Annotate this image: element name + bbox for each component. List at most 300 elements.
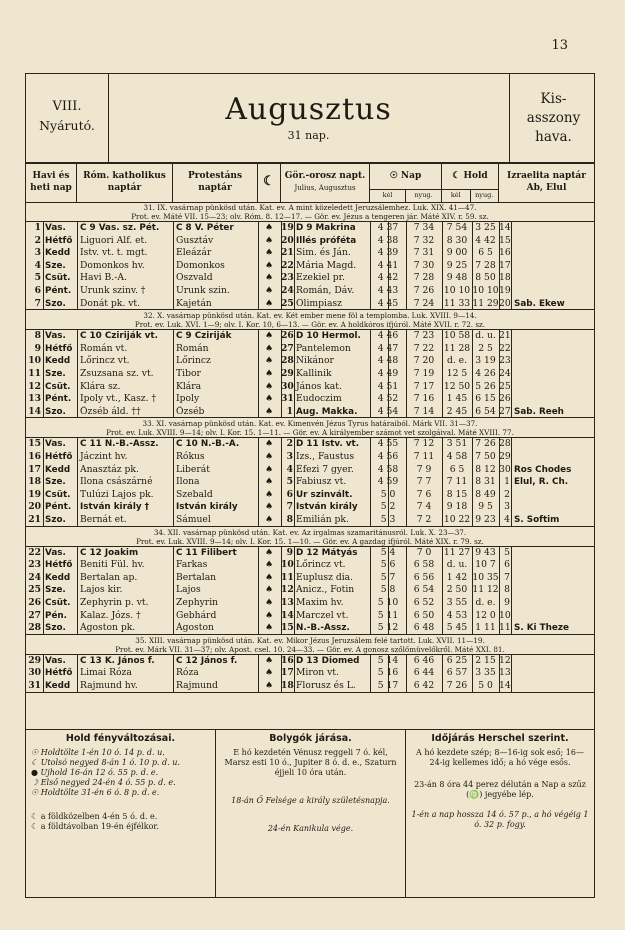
day-row xyxy=(26,272,594,284)
moonset: 2 5 xyxy=(478,342,493,354)
protestant-name: Klára xyxy=(176,380,202,392)
moonset: d. u. xyxy=(475,330,496,342)
jewish-day: 28 xyxy=(499,438,511,450)
orthodox-saint: Anicz., Fotin xyxy=(296,584,355,596)
jewish-day: 1 xyxy=(504,476,510,488)
sunrise: 4 47 xyxy=(377,342,399,354)
orthodox-header-title: Gör.-orosz napt. xyxy=(284,171,366,181)
orthodox-day: 8 xyxy=(286,513,293,525)
weekday: Sze. xyxy=(45,260,66,271)
week-rows xyxy=(26,330,594,418)
catholic-saint: Donát pk. vt. xyxy=(80,297,140,309)
orthodox-saint: Nikánor xyxy=(296,355,334,367)
orthodox-day: 10 xyxy=(281,559,294,571)
catholic-saint: Rajmund hv. xyxy=(80,679,138,691)
day-number: 1 xyxy=(34,222,41,233)
zodiac-icon: ♠ xyxy=(264,655,274,666)
col-catholic-header: Róm. katholikus naptár xyxy=(77,164,173,202)
day-number: 11 xyxy=(28,367,41,379)
sunset: 7 26 xyxy=(413,285,435,296)
day-number: 13 xyxy=(28,393,41,405)
sun-set-label: nyug. xyxy=(414,191,433,199)
sun-header-title: ☉ Nap xyxy=(389,171,422,181)
orthodox-saint: Mária Magd. xyxy=(296,259,357,271)
protestant-name: Eleázár xyxy=(176,247,212,259)
jewish-day: 26 xyxy=(499,393,511,405)
week-block xyxy=(26,635,594,693)
catholic-saint: Beniti Fül. hv. xyxy=(80,559,145,571)
day-number: 9 xyxy=(34,342,41,354)
day-row xyxy=(26,464,594,476)
zodiac-icon: ♠ xyxy=(264,464,274,475)
sunrise: 4 49 xyxy=(377,367,399,379)
sunset: 7 23 xyxy=(413,330,435,342)
zodiac-icon: ♠ xyxy=(264,356,274,367)
week-block xyxy=(26,202,594,310)
jewish-note xyxy=(511,343,596,355)
jewish-day: 27 xyxy=(499,405,511,417)
weekday: Szo. xyxy=(45,406,66,417)
moon-phase-line: ☉ Holdtölte 1-én 10 ó. 14 p. d. u. xyxy=(31,748,165,757)
moonset: 9 43 xyxy=(475,546,496,558)
moonrise: 9 00 xyxy=(446,247,468,259)
zodiac-icon: ♠ xyxy=(264,585,274,596)
sun-sign-note: 23-án 8 óra 44 perez délután a Nap a szűz (♍) jegyébe lép. xyxy=(414,780,586,799)
orthodox-day: 7 xyxy=(286,501,293,513)
col-moon-header xyxy=(442,164,499,202)
orthodox-day: 30 xyxy=(281,380,294,392)
moonset: 9 5 xyxy=(478,501,493,513)
day-length-note: 1-én a nap hossza 14 ó. 57 p., a hó végéig 1 ó. 32 p. fogy. xyxy=(411,810,589,829)
jewish-header-title: Izraelita naptár xyxy=(507,171,586,181)
protestant-name: C 12 János f. xyxy=(176,655,238,666)
sunday-gospel-note xyxy=(26,635,594,655)
sunrise: 4 37 xyxy=(377,222,399,233)
day-row xyxy=(26,655,594,667)
zodiac-icon: ♠ xyxy=(264,381,274,392)
day-number: 30 xyxy=(28,667,41,679)
moonset: 7 28 xyxy=(475,259,496,271)
week-block xyxy=(26,527,594,635)
moonset: 3 19 xyxy=(475,355,496,367)
sunset: 7 9 xyxy=(416,463,432,475)
jewish-header-sub: Ab, Elul xyxy=(526,183,567,193)
gospel-note-line: Prot. ev. Luk. XVIII. 9—14; olv. I. Kor. 15. 1—10. — Gör. ev. A gazdag ifjúról. Máté XIX. r. 79. sz. xyxy=(136,536,484,546)
jewish-day: 13 xyxy=(499,667,511,679)
jewish-note xyxy=(511,584,596,596)
sunrise: 5 8 xyxy=(380,584,396,596)
orthodox-saint: Florusz és L. xyxy=(296,679,356,691)
planets-text: E hó kezdetén Vénusz reggeli 7 ó. kél, Marsz esti 10 ó., Jupiter 8 ó. d. e., Szaturn éjjeli 10 óra után. xyxy=(224,748,397,777)
moonset: 6 5 xyxy=(478,247,493,259)
catholic-saint: Tulúzi Lajos pk. xyxy=(80,488,154,500)
jewish-day: 2 xyxy=(504,488,510,500)
weekday: Vas. xyxy=(45,655,66,666)
jewish-note xyxy=(511,597,596,609)
weekday: Kedd xyxy=(45,248,71,259)
protestant-name: Rókus xyxy=(176,450,205,462)
day-row xyxy=(26,680,594,692)
sunset: 7 31 xyxy=(413,247,435,259)
month-roman-numeral: VIII. xyxy=(52,99,82,114)
catholic-saint: István király † xyxy=(80,502,150,513)
catholic-saint: Zephyrin p. vt. xyxy=(80,596,149,608)
gospel-note-line: 31. IX. vasárnap pünkösd után. Kat. ev. A mint közeledett Jeruzsálemhez. Luk. XIX. 41—47. xyxy=(143,203,477,212)
catholic-saint: C 9 Vas. sz. Pét. xyxy=(80,223,160,233)
jewish-day: 29 xyxy=(499,450,511,462)
day-row xyxy=(26,381,594,393)
day-number: 23 xyxy=(28,559,41,571)
jewish-day: 8 xyxy=(504,584,510,596)
protestant-name: Bertalan xyxy=(176,571,217,583)
zodiac-icon: ♠ xyxy=(264,489,274,500)
weekday: Hétfő xyxy=(45,235,73,246)
catholic-saint: C 12 Joakim xyxy=(80,547,139,558)
day-number: 6 xyxy=(34,285,41,296)
zodiac-icon: ♠ xyxy=(264,477,274,488)
protestant-name: C 11 Filibert xyxy=(176,547,237,558)
month-old-name: Nyárutó. xyxy=(39,118,95,133)
jewish-note: Ros Chodes xyxy=(514,464,572,475)
moonrise: 6 57 xyxy=(446,667,468,679)
jewish-day: 19 xyxy=(499,285,511,296)
day-row xyxy=(26,368,594,380)
weekday: Kedd xyxy=(45,572,71,583)
moonset: 7 26 xyxy=(475,438,496,450)
day-number: 16 xyxy=(28,450,41,462)
jewish-day: 18 xyxy=(499,272,511,284)
moonrise: 6 5 xyxy=(449,463,465,475)
moonset: d. e. xyxy=(475,596,496,608)
protestant-name: Farkas xyxy=(176,559,208,571)
moonset: 7 50 xyxy=(475,450,496,462)
day-number: 10 xyxy=(28,355,41,367)
day-number: 26 xyxy=(28,596,41,608)
sunset: 7 34 xyxy=(413,222,435,233)
day-row xyxy=(26,476,594,488)
zodiac-icon: ♠ xyxy=(264,235,274,246)
jewish-note xyxy=(511,368,596,380)
weekday: Hétfő xyxy=(45,343,73,354)
jewish-day: 16 xyxy=(499,247,511,259)
day-number: 5 xyxy=(34,272,41,284)
day-number: 2 xyxy=(34,234,41,246)
protestant-name: Tibor xyxy=(176,367,201,379)
weather-box xyxy=(406,730,594,898)
col-sun-header xyxy=(370,164,442,202)
day-row xyxy=(26,572,594,584)
week-rows xyxy=(26,655,594,693)
header-center xyxy=(108,74,509,162)
day-number: 21 xyxy=(28,513,41,525)
moonset: 12 0 xyxy=(475,609,496,621)
orthodox-day: 14 xyxy=(281,609,294,621)
moon-set-label: nyug. xyxy=(475,191,494,199)
moonrise: 10 22 xyxy=(443,513,471,525)
sunrise: 5 16 xyxy=(377,667,399,679)
sunrise: 5 14 xyxy=(377,654,399,666)
sunday-gospel-note xyxy=(26,310,594,330)
day-number: 17 xyxy=(28,463,41,475)
protestant-name: Róza xyxy=(176,667,199,679)
protestant-name: Gusztáv xyxy=(176,234,214,246)
catholic-saint: C 11 N.-B.-Assz. xyxy=(80,439,159,450)
sunday-gospel-note xyxy=(26,527,594,547)
moonset: 6 54 xyxy=(475,405,496,417)
zodiac-icon: ♠ xyxy=(264,368,274,379)
zodiac-icon: ♠ xyxy=(264,298,274,309)
jewish-day: 10 xyxy=(499,609,511,621)
day-row xyxy=(26,285,594,297)
zodiac-icon: ♠ xyxy=(264,610,274,621)
zodiac-icon: ♠ xyxy=(264,668,274,679)
moonset: 8 31 xyxy=(475,476,496,488)
zodiac-icon: ♠ xyxy=(264,502,274,513)
orthodox-saint: Ur szinvált. xyxy=(296,489,353,500)
orthodox-saint: Izs., Faustus xyxy=(296,450,355,462)
gospel-note-line: Prot. ev. Luk. XVIII. 9—14; olv. I. Kor. 15. 1—11. — Gör. ev. A királyember számot vet szolgáival. Máté XVIII. 77. xyxy=(106,428,514,438)
jewish-day: 22 xyxy=(499,342,511,354)
sunrise: 5 2 xyxy=(380,501,396,513)
week-block xyxy=(26,418,594,526)
kanikula-note: 24-én Kanikula vége. xyxy=(267,824,354,833)
moonset: 8 12 xyxy=(475,463,496,475)
sunset: 7 24 xyxy=(413,297,435,309)
jewish-note xyxy=(511,547,596,559)
moonrise: 2 50 xyxy=(446,584,468,596)
catholic-saint: Ilona császárné xyxy=(80,476,153,488)
moon-phase-line: ☾ Utolsó negyed 8-án 1 ó. 10 p. d. u. xyxy=(31,758,180,767)
moonrise: 5 45 xyxy=(446,622,468,634)
moonset: 1 11 xyxy=(475,622,496,634)
week-rows xyxy=(26,222,594,310)
zodiac-icon: ♠ xyxy=(264,560,274,571)
protestant-name: Oszvald xyxy=(176,272,213,284)
weekday: Hétfő xyxy=(45,560,73,571)
sunrise: 5 3 xyxy=(380,513,396,525)
day-number: 7 xyxy=(34,297,41,309)
gospel-note-line: Prot. ev. Márk VII. 31—37; olv. Apost. csel. 10. 24—33. — Gör. ev. A gonosz szőlőmüvelőkről. Máté XXI. 81. xyxy=(115,644,505,654)
orthodox-saint: Eudoczim xyxy=(296,393,342,405)
jewish-note xyxy=(511,393,596,405)
weather-title: Időjárás Herschel szerint. xyxy=(431,733,569,744)
orthodox-day: 21 xyxy=(281,247,294,259)
orthodox-day: 31 xyxy=(281,393,294,405)
moonrise: d. u. xyxy=(446,559,468,571)
moon-phase-column-icon: ☾ xyxy=(258,164,281,202)
jewish-note xyxy=(511,667,596,679)
gospel-note-line: 33. XI. vasárnap pünkösd után. Kat. ev. Kimenvén Jézus Tyrus határaiból. Márk VII. 31—37. xyxy=(142,419,478,429)
jewish-note: Sab. Reeh xyxy=(514,406,564,417)
protestant-name: Sámuel xyxy=(176,513,211,525)
sunset: 7 7 xyxy=(416,476,432,488)
protestant-name: Domonkos xyxy=(176,259,225,271)
day-number: 24 xyxy=(28,571,41,583)
moon-rise-label: kél xyxy=(442,190,471,202)
catholic-saint: Havi B.-A. xyxy=(80,272,127,284)
moonrise: 9 18 xyxy=(446,501,468,513)
moonrise: 6 25 xyxy=(446,654,468,666)
hungarian-name-line: asszony xyxy=(526,110,581,126)
catholic-saint: Bernát et. xyxy=(80,513,127,525)
day-row xyxy=(26,501,594,513)
catholic-saint: Ágoston pk. xyxy=(80,622,136,634)
moonrise: 8 15 xyxy=(446,488,468,500)
jewish-note xyxy=(511,272,596,284)
sunrise: 5 4 xyxy=(380,546,396,558)
orthodox-saint: Emilián pk. xyxy=(296,513,349,525)
month-header xyxy=(25,73,595,163)
catholic-saint: Istv. vt. t. mgt. xyxy=(80,247,148,259)
zodiac-icon: ♠ xyxy=(264,406,274,417)
weekday: Pént. xyxy=(45,286,72,296)
moonset: 11 29 xyxy=(472,297,499,309)
sunset: 6 58 xyxy=(413,559,435,571)
sunrise: 5 10 xyxy=(377,596,399,608)
day-number: 31 xyxy=(28,679,41,691)
catholic-saint: C 13 K. János f. xyxy=(80,655,155,666)
week-rows xyxy=(26,547,594,635)
protestant-name: Liberát xyxy=(176,463,210,475)
sunset: 7 28 xyxy=(413,272,435,284)
jewish-day: 21 xyxy=(499,330,511,342)
weekday: Pént. xyxy=(45,394,72,405)
sunset: 6 54 xyxy=(413,584,435,596)
moonrise: 4 53 xyxy=(446,609,468,621)
protestant-name: C 10 N.-B.-A. xyxy=(176,439,240,450)
moon-subheader xyxy=(442,189,498,202)
day-number: 8 xyxy=(34,330,41,342)
orthodox-day: 17 xyxy=(281,667,294,679)
catholic-saint: Anasztáz pk. xyxy=(80,463,139,475)
orthodox-day: 1 xyxy=(286,405,293,417)
catholic-saint: Lajos kir. xyxy=(80,584,123,596)
day-number: 29 xyxy=(28,654,41,666)
catholic-saint: Klára sz. xyxy=(80,380,121,392)
moonset: 5 26 xyxy=(475,380,496,392)
protestant-name: Ilona xyxy=(176,476,200,488)
day-number: 4 xyxy=(34,259,41,271)
jewish-note xyxy=(511,559,596,571)
moon-phases-box xyxy=(26,730,216,898)
orthodox-saint: Maxim hv. xyxy=(296,596,344,608)
day-row xyxy=(26,559,594,571)
orthodox-day: 22 xyxy=(281,259,294,271)
jewish-note: S. Ki Theze xyxy=(514,623,569,634)
day-row xyxy=(26,610,594,622)
sunset: 7 17 xyxy=(413,380,435,392)
planets-box xyxy=(216,730,406,898)
day-number: 18 xyxy=(28,476,41,488)
moonrise: 9 48 xyxy=(446,272,468,284)
moonrise: 9 25 xyxy=(446,259,468,271)
day-row xyxy=(26,343,594,355)
jewish-day: 30 xyxy=(499,463,511,475)
orthodox-header-sub: Julius, Augusztus xyxy=(294,184,356,192)
orthodox-day: 15 xyxy=(281,622,294,634)
orthodox-day: 9 xyxy=(286,546,293,558)
sunset: 7 14 xyxy=(413,405,435,417)
moon-phases-title: Hold fényváltozásai. xyxy=(65,733,176,744)
orthodox-saint: D 12 Mátyás xyxy=(296,547,358,558)
protestant-name: Lajos xyxy=(176,584,201,596)
catholic-saint: Román vt. xyxy=(80,342,128,354)
orthodox-saint: D 9 Makrina xyxy=(296,223,356,233)
catholic-saint: Domonkos hv. xyxy=(80,259,145,271)
orthodox-saint: D 10 Hermol. xyxy=(296,331,361,342)
orthodox-saint: Aug. Makka. xyxy=(296,406,358,417)
moonset: 10 35 xyxy=(472,571,499,583)
sunrise: 4 59 xyxy=(377,476,399,488)
orthodox-saint: István király xyxy=(296,502,358,513)
protestant-name: Rajmund xyxy=(176,679,218,691)
sunrise: 4 43 xyxy=(377,285,399,296)
day-row xyxy=(26,622,594,634)
moonrise: 7 26 xyxy=(446,679,468,691)
sunrise: 4 52 xyxy=(377,393,399,405)
moonrise: 11 27 xyxy=(443,546,471,558)
hungarian-name-line: hava. xyxy=(535,129,572,145)
jewish-note xyxy=(511,610,596,622)
catholic-saint: Zsuzsana sz. vt. xyxy=(80,367,154,379)
sunrise: 5 11 xyxy=(377,609,399,621)
king-birthday-note: 18-án Ő Felsége a király születésnapja. xyxy=(231,796,390,805)
catholic-saint: Urunk szinv. † xyxy=(80,285,146,296)
gospel-note-line: 32. X. vasárnap pünkösd után. Kat. ev. Két ember mene föl a templomba. Luk. XVIII. 9—14. xyxy=(143,311,477,321)
zodiac-icon: ♠ xyxy=(264,343,274,354)
orthodox-day: 26 xyxy=(281,330,294,342)
weekday: Szo. xyxy=(45,514,66,525)
catholic-saint: Liguori Alf. et. xyxy=(80,234,148,246)
sunset: 7 6 xyxy=(416,488,432,500)
zodiac-icon: ♠ xyxy=(264,248,274,259)
week-block xyxy=(26,310,594,418)
weekday: Kedd xyxy=(45,356,71,367)
moonset: 6 15 xyxy=(475,393,496,405)
sunset: 7 0 xyxy=(416,546,432,558)
moon-phase-line: ☽ Első negyed 24-én 4 ó. 55 p. d. e. xyxy=(31,778,176,787)
month-days-count: 31 nap. xyxy=(287,129,330,142)
orthodox-day: 18 xyxy=(281,679,294,691)
weekday: Kedd xyxy=(45,464,71,475)
moonrise: 7 11 xyxy=(446,476,468,488)
sunset: 7 19 xyxy=(413,367,435,379)
weekday: Hétfő xyxy=(45,451,73,462)
jewish-note xyxy=(511,680,596,692)
col-protestant-header: Protestáns naptár xyxy=(173,164,258,202)
sunset: 7 16 xyxy=(413,393,435,405)
week-rows xyxy=(26,438,594,526)
gospel-note-line: 35. XIII. vasárnap pünkösd után. Kat. ev. Mikor Jézus Jeruzsálem felé tartott. Luk. XVII. 11—19. xyxy=(135,635,485,645)
day-row xyxy=(26,298,594,310)
orthodox-day: 2 xyxy=(286,438,293,450)
weekday: Pént. xyxy=(45,502,72,513)
catholic-saint: Jáczint hv. xyxy=(80,450,128,462)
weekday: Sze. xyxy=(45,477,66,488)
column-header-row xyxy=(26,164,594,203)
orthodox-day: 11 xyxy=(281,571,294,583)
moonrise: 2 45 xyxy=(446,405,468,417)
sunrise: 4 41 xyxy=(377,259,399,271)
day-number: 19 xyxy=(28,488,41,500)
orthodox-saint: Sim. és Ján. xyxy=(296,247,351,259)
moon-phase-line: ● Ujhold 16-án 12 ó. 55 p. d. e. xyxy=(31,768,159,777)
catholic-saint: Özséb áld. †† xyxy=(80,405,141,417)
orthodox-day: 4 xyxy=(286,463,293,475)
jewish-note: Sab. Ekew xyxy=(514,298,565,309)
orthodox-day: 5 xyxy=(286,476,293,488)
weekday: Csüt. xyxy=(45,597,71,608)
